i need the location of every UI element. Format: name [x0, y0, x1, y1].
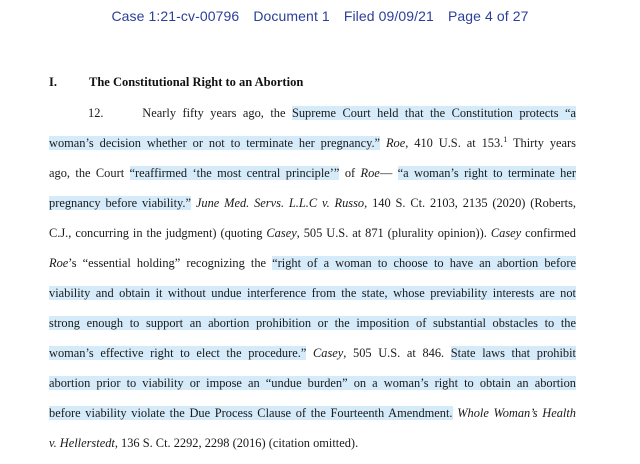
text-span: Thirty years	[507, 136, 576, 150]
text-span: , 505 U.S. at 846.	[343, 346, 451, 360]
text-span: ago, the Court	[49, 166, 130, 180]
citation-italic: Roe	[385, 136, 406, 150]
text-span: ’s “essential holding” recognizing the	[68, 256, 273, 270]
paragraph-line-7	[49, 285, 576, 301]
paragraph-line-4	[49, 195, 576, 211]
paragraph-line-5	[49, 225, 576, 241]
text-span: —	[379, 166, 398, 180]
citation-italic: Roe	[360, 166, 380, 180]
citation-italic: Whole Woman’s Health	[457, 406, 576, 420]
paragraph-line-12	[49, 435, 576, 451]
citation-italic: June Med. Servs. L.L.C v. Russo	[195, 196, 365, 210]
citation-italic: Casey	[490, 226, 522, 240]
highlighted-text: “a woman’s right to terminate her	[397, 166, 576, 180]
highlighted-text: “reaffirmed ‘the most central principle’”	[129, 166, 340, 180]
paragraph-number: 12.	[88, 106, 104, 120]
highlighted-text: woman’s effective right to elect the procedure.”	[49, 346, 307, 360]
paragraph-line-10	[49, 375, 576, 391]
citation-italic: v. Hellerstedt	[49, 436, 115, 450]
paragraph-line-6	[49, 255, 576, 271]
highlighted-text: woman’s decision whether or not to terminate her pregnancy.”	[49, 136, 381, 150]
section-heading	[49, 75, 303, 90]
text-span: of	[339, 166, 361, 180]
paragraph-line-8	[49, 315, 576, 331]
highlighted-text: Supreme Court held that the Constitution protects “a	[291, 106, 577, 120]
citation-italic: Casey	[312, 346, 344, 360]
highlighted-text: State laws that prohibit	[450, 346, 576, 360]
highlighted-text: pregnancy before viability.”	[49, 196, 192, 210]
citation-italic: Casey	[266, 226, 297, 240]
paragraph-line-3	[49, 165, 576, 181]
text-span: confirmed	[521, 226, 577, 240]
highlighted-text: viability and obtain it without undue interference from the state, whose previability interests are not	[49, 286, 576, 300]
highlighted-text: before viability violate the Due Process Clause of the Fourteenth Amendment.	[49, 406, 453, 420]
paragraph-line-2	[49, 135, 576, 151]
section-number: I.	[49, 75, 57, 89]
page-number: Page 4 of 27	[447, 8, 529, 24]
text-span: , 140 S. Ct. 2103, 2135 (2020) (Roberts,	[364, 196, 577, 210]
footnote-marker: 1	[503, 135, 508, 144]
citation-italic: Roe	[49, 256, 69, 270]
text-span: , 505 U.S. at 871 (plurality opinion)).	[296, 226, 491, 240]
document-number: Document 1	[253, 8, 330, 24]
case-number: Case 1:21-cv-00796	[111, 8, 240, 24]
highlighted-text: “right of a woman to choose to have an abortion before	[272, 256, 576, 270]
filed-date: Filed 09/09/21	[343, 8, 434, 24]
highlighted-text: abortion prior to viability or impose an “undue burden” on a woman’s right to obtain an abortion	[49, 376, 576, 390]
text-span: C.J., concurring in the judgment) (quoting	[49, 226, 267, 240]
case-header	[0, 8, 640, 24]
text-span: Nearly fifty years ago, the	[142, 106, 292, 120]
paragraph-line-11	[49, 405, 576, 421]
paragraph-line-9	[49, 345, 576, 361]
highlighted-text: strong enough to support an abortion prohibition or the imposition of substantial obstacles to the	[49, 316, 576, 330]
text-span: , 410 U.S. at 153.	[405, 136, 504, 150]
text-span	[306, 346, 313, 360]
text-span: , 136 S. Ct. 2292, 2298 (2016) (citation omitted).	[114, 436, 359, 450]
paragraph-line-1	[88, 105, 576, 121]
section-title: The Constitutional Right to an Abortion	[89, 75, 304, 89]
